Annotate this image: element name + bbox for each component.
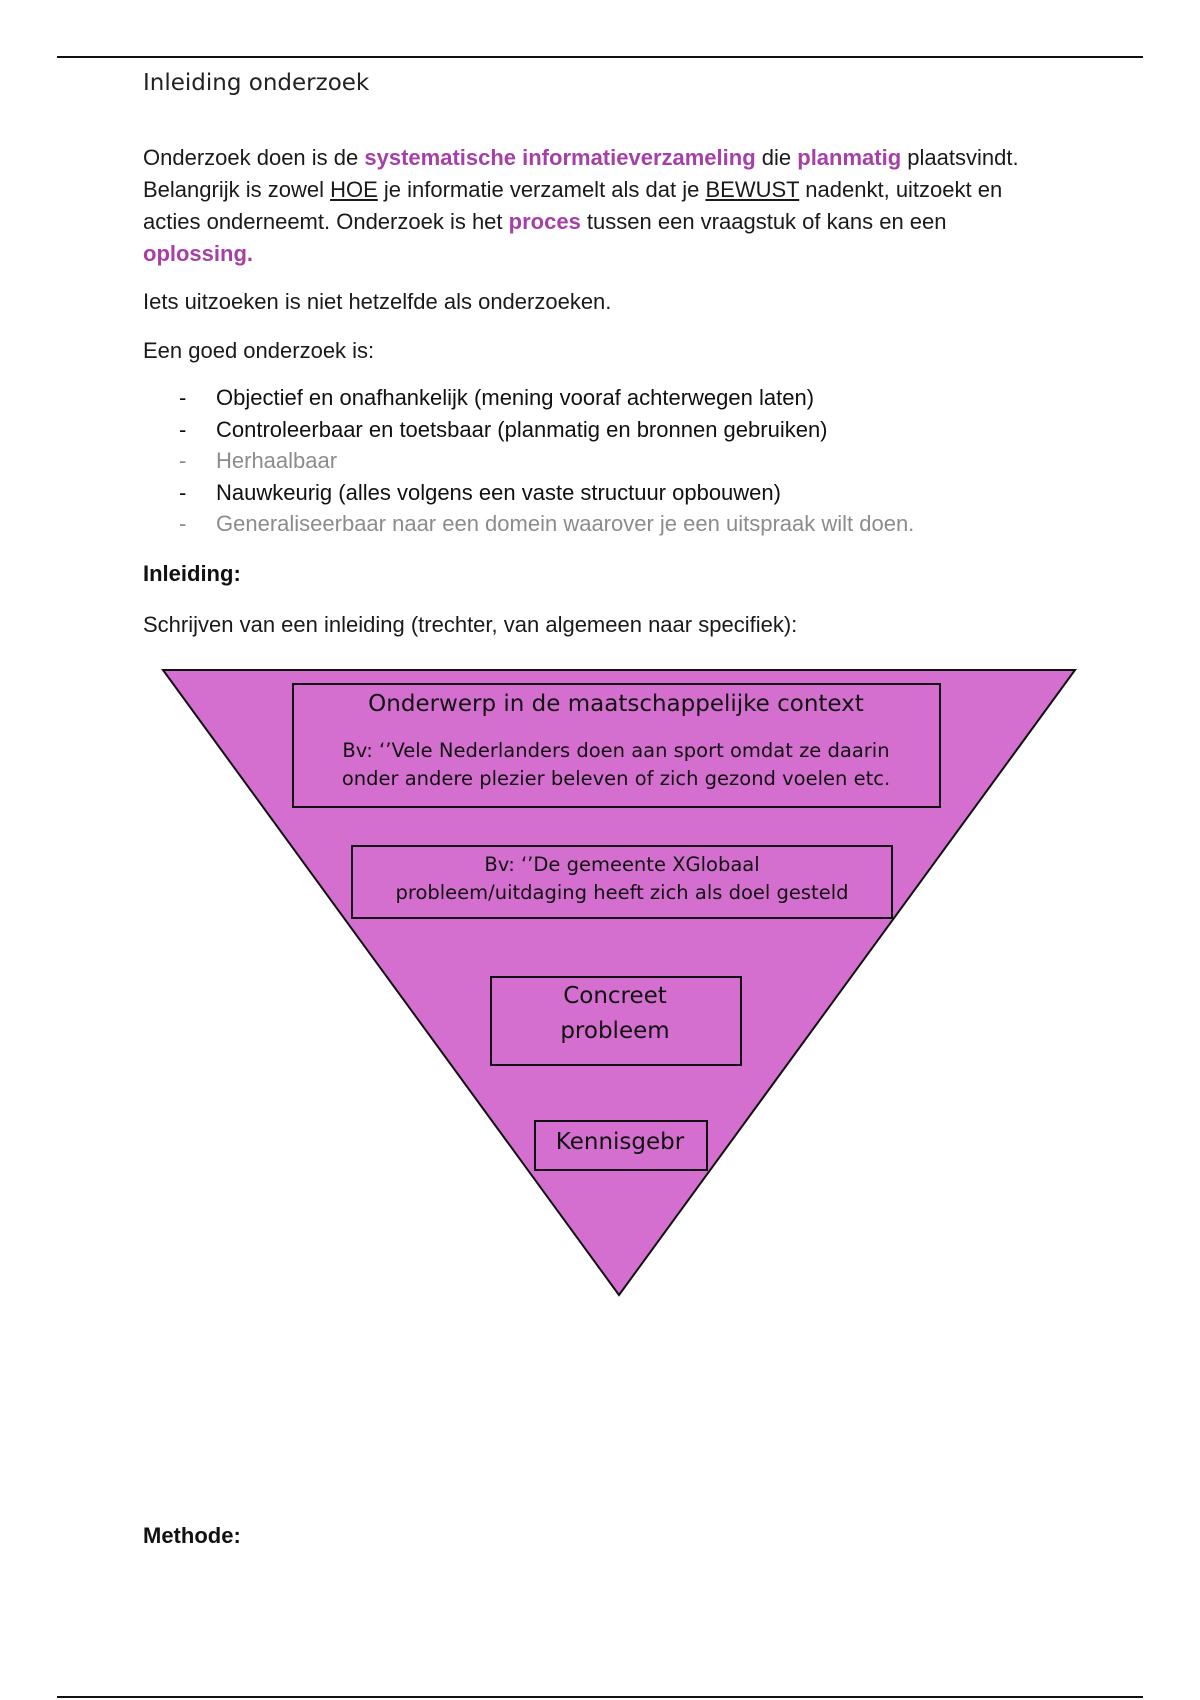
funnel-box-problem-line: probleem/uitdaging heeft zich als doel gesteld — [395, 881, 849, 904]
highlight-term: planmatig — [797, 145, 902, 170]
bullet-dash: - — [179, 448, 187, 473]
list-item-text: Nauwkeurig (alles volgens een vaste structuur opbouwen) — [216, 479, 781, 505]
section-heading-inleiding: Inleiding: — [143, 561, 241, 586]
funnel-box-concrete-line: probleem — [560, 1018, 670, 1044]
highlight-term: oplossing. — [143, 241, 253, 266]
funnel-box-context-line: onder andere plezier beleven of zich gezond voelen etc. — [341, 767, 891, 790]
list-item-text: Herhaalbaar — [216, 448, 338, 473]
intro-text: Onderzoek doen is de — [143, 145, 365, 170]
bullet-dash: - — [179, 479, 187, 505]
highlight-term: proces — [508, 209, 581, 234]
bullet-dash: - — [179, 416, 187, 442]
intro-text: tussen een vraagstuk of kans en een — [580, 209, 947, 234]
intro-text: nadenkt, uitzoekt en acties onderneemt. Onderzoek is het — [143, 177, 1003, 234]
list-item-text: Generaliseerbaar naar een domein waarover je een uitspraak wilt doen. — [216, 511, 915, 536]
funnel-box-context-line: Bv: ‘’Vele Nederlanders doen aan sport omdat ze daarin — [342, 739, 890, 762]
funnel-intro: Schrijven van een inleiding (trechter, van algemeen naar specifiek): — [143, 612, 798, 637]
intro-text: die — [755, 145, 798, 170]
underlined-term: BEWUST — [705, 177, 800, 202]
intro-text: plaatsvindt. Belangrijk is zowel — [143, 145, 1019, 202]
underlined-term: HOE — [330, 177, 378, 202]
funnel-box-problem-line: Bv: ‘’De gemeente XGlobaal — [484, 853, 760, 876]
statement-paragraph: Iets uitzoeken is niet hetzelfde als onderzoeken. — [143, 289, 612, 314]
funnel-box-concrete-line: Concreet — [563, 983, 667, 1009]
funnel-box-context-title: Onderwerp in de maatschappelijke context — [368, 691, 864, 717]
criteria-intro: Een goed onderzoek is: — [143, 338, 375, 363]
funnel-box-knowledge-gap-label: Kennisgebr — [555, 1129, 685, 1155]
page-title: Inleiding onderzoek — [143, 70, 370, 96]
intro-text: je informatie verzamelt als dat je — [377, 177, 706, 202]
bullet-dash: - — [179, 511, 187, 536]
section-heading-methode: Methode: — [143, 1523, 241, 1548]
highlight-term: systematische informatieverzameling — [364, 145, 756, 170]
list-item-text: Objectief en onafhankelijk (mening vooraf achterwegen laten) — [216, 385, 815, 410]
bottom-rule — [57, 1696, 1143, 1698]
list-item-text: Controleerbaar en toetsbaar (planmatig en bronnen gebruiken) — [216, 416, 828, 442]
bullet-dash: - — [179, 385, 187, 410]
